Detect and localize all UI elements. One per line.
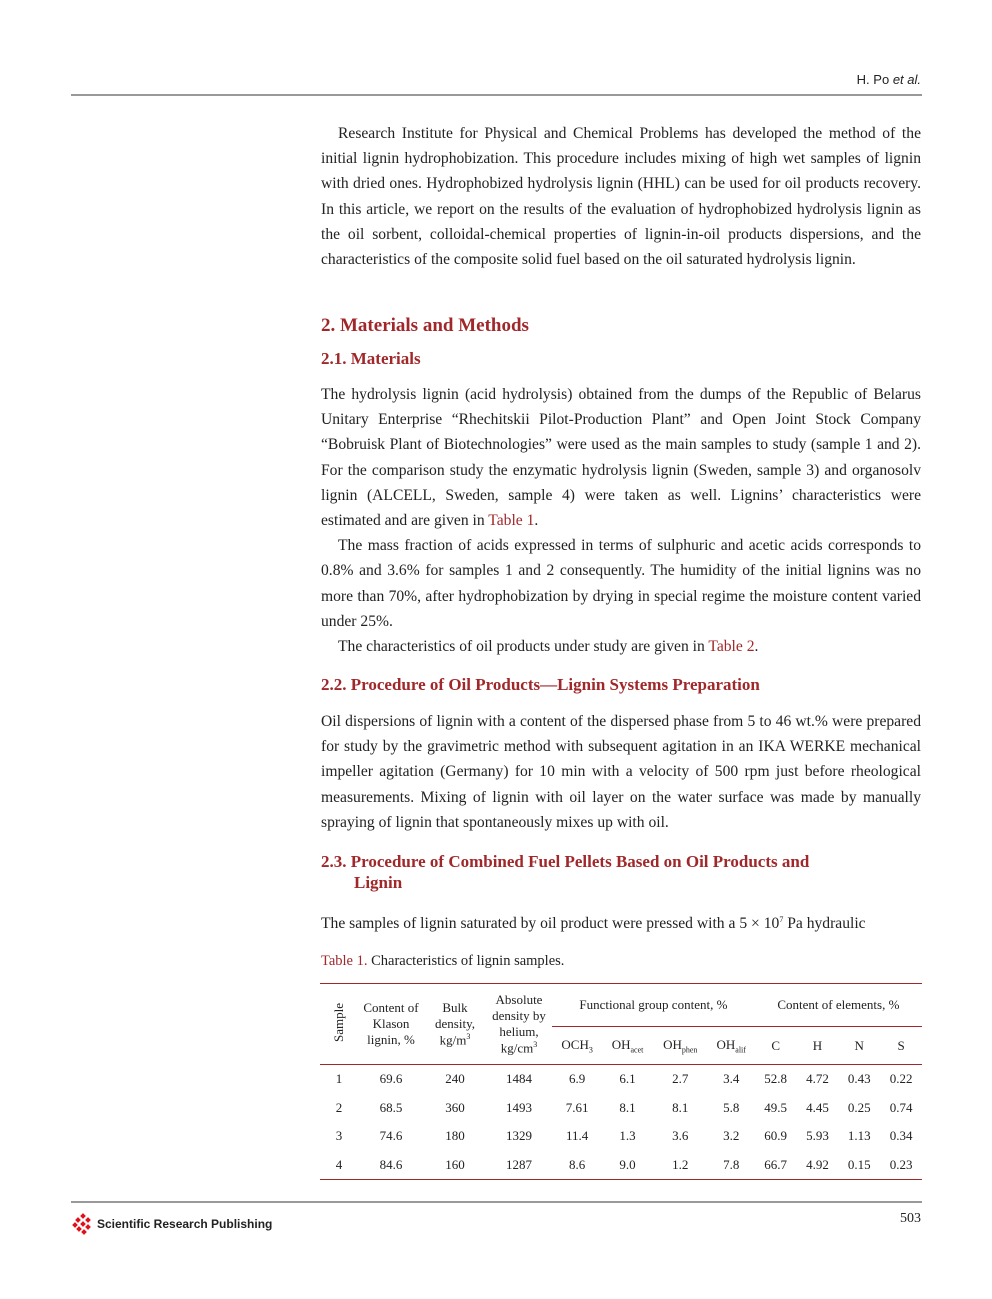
- table-cell: 0.43: [847, 1071, 871, 1087]
- materials-text: The hydrolysis lignin (acid hydrolysis) obtained from the dumps of the Republic of Belarus Unitary Enterprise “Rhechitskii Pilot-Production Plant” and Open Joint Stock Company “Bobruisk Plant of Biotechnologies” were used as the main samples to study (sample 1 and 2). For the comparison study the enzymatic hydrolysis lignin (Sweden, sample 3) and organosolv lignin (ALCELL, Sweden, sample 4) were taken as well. Lignins’ characteristics were estimated and are given in Table 1. The mass fraction of acids expressed in terms of sulphuric and acetic acids corresponds to 0.8% and 3.6% for samples 1 and 2 consequently. The humidity of the initial lignins was no more than 70%, after hydrophobization by drying in special regime the moisture content varied under 25%. The characteristics of oil products under study are given in Table 2.: [321, 386, 921, 656]
- table-cell: 66.7: [764, 1156, 788, 1172]
- subsection-heading: 2.1. Materials: [321, 349, 421, 368]
- col-bulk: Bulk density, $kg/m^3$: [424, 984, 486, 1065]
- table-cell: 5.8: [723, 1099, 740, 1115]
- table-cell: 2.7: [672, 1071, 689, 1087]
- footer-rule: [71, 1201, 922, 1203]
- pellets-paragraph: The samples of lignin saturated by oil product were pressed with a $5 \times 10^7$ Pa hydraulic: [321, 915, 866, 933]
- table-cell: 180: [445, 1128, 465, 1144]
- table-cell: 3.4: [723, 1071, 740, 1087]
- intro-paragraph: Research Institute for Physical and Chemical Problems has developed the method of the initial lignin hydrophobization. This procedure includes mixing of high wet samples of lignin with dried ones. Hydrophobized hydrolysis lignin (HHL) can be used for oil products recovery. In this article, we report on the results of the evaluation of hydrophobized hydrolysis lignin as the oil sorbent, colloidal-chemical properties of lignin-in-oil products dispersions, and the characteristics of the composite solid fuel based on the oil saturated hydrolysis lignin.: [321, 125, 921, 269]
- col-elements: Content of elements, %: [755, 984, 922, 1027]
- table-cell: 3: [335, 1128, 343, 1144]
- table-cell: 4.72: [806, 1071, 829, 1087]
- publisher-logo-icon: [72, 1213, 94, 1235]
- col-abs: Absolute density by helium, $kg/cm^3$: [486, 984, 552, 1065]
- publisher-name: Scientific Research Publishing: [97, 1217, 273, 1231]
- table-cell: 4.45: [806, 1099, 829, 1115]
- table-cell: 5.93: [806, 1128, 829, 1144]
- table-cell: 9.0: [619, 1156, 636, 1172]
- subcol-header: $OH_{alif}$: [708, 1027, 755, 1065]
- table-cell: 3.6: [672, 1128, 689, 1144]
- table-cell: 52.8: [764, 1071, 788, 1087]
- table-cell: 74.6: [379, 1128, 403, 1144]
- lignin-table: [320, 983, 922, 1180]
- subsection-heading-cont: Lignin: [354, 873, 403, 892]
- table-cell: 160: [445, 1156, 465, 1172]
- table-cell: 6.9: [569, 1071, 586, 1087]
- table-cell: 0.23: [889, 1156, 913, 1172]
- procedure-paragraph: Oil dispersions of lignin with a content of the dispersed phase from 5 to 46 wt.% were prepared for study by the gravimetric method with subsequent agitation in an IKA WERKE mechanical impeller agitation (Germany) for 10 min with a velocity of 500 rpm just before rheological measurements. Mixing of lignin with oil layer on the water surface was made by manually spraying of lignin that spontaneously mixes up with oil.: [321, 713, 921, 831]
- table-label[interactable]: Table 1.: [321, 953, 368, 969]
- table-cell: 0.74: [889, 1099, 913, 1115]
- subcol-header: H: [797, 1027, 839, 1065]
- table1-link[interactable]: Table 1: [488, 512, 535, 530]
- table-caption: Table 1. Characteristics of lignin samples.: [321, 953, 565, 969]
- table-cell: 0.15: [847, 1156, 871, 1172]
- table-row: [320, 1065, 922, 1094]
- table-cell: 2: [335, 1099, 343, 1115]
- table-cell: 0.25: [847, 1099, 871, 1115]
- table-cell: 360: [445, 1099, 465, 1115]
- page-number: 503: [900, 1211, 921, 1226]
- table-cell: 84.6: [379, 1156, 403, 1172]
- table-cell: 6.1: [619, 1071, 636, 1087]
- table-cell: 240: [445, 1071, 465, 1087]
- table-cell: 8.6: [569, 1156, 586, 1172]
- col-functional: Functional group content, %: [552, 984, 755, 1027]
- table-cell: 69.6: [379, 1071, 403, 1087]
- subcol-header: $OH_{acet}$: [602, 1027, 653, 1065]
- table-row: [320, 1122, 922, 1151]
- subsection-heading: 2.2. Procedure of Oil Products—Lignin Systems Preparation: [321, 675, 760, 694]
- table-cell: 11.4: [565, 1128, 589, 1144]
- subsection-heading: 2.3. Procedure of Combined Fuel Pellets Based on Oil Products and: [321, 852, 810, 871]
- subcol-header: $OH_{phen}$: [653, 1027, 708, 1065]
- table-row: [320, 1151, 922, 1180]
- table-cell: 4.92: [806, 1156, 829, 1172]
- col-klason: Content of Klason lignin, %: [358, 984, 424, 1065]
- table-cell: 60.9: [764, 1128, 788, 1144]
- subcol-header: $OCH_3$: [552, 1027, 602, 1065]
- section-heading: 2. Materials and Methods: [321, 315, 529, 336]
- table-cell: 7.8: [723, 1156, 740, 1172]
- table-cell: 8.1: [672, 1099, 689, 1115]
- table-cell: 1.3: [619, 1128, 636, 1144]
- table-cell: 4: [335, 1156, 343, 1172]
- subcol-header: C: [755, 1027, 797, 1065]
- running-header: H. Po et al.: [856, 72, 921, 87]
- table-row: [320, 1094, 922, 1123]
- table-cell: 68.5: [379, 1099, 403, 1115]
- header-rule: [71, 94, 922, 96]
- table-cell: 1.2: [672, 1156, 689, 1172]
- table-cell: 1287: [506, 1156, 532, 1172]
- table-cell: 1329: [506, 1128, 532, 1144]
- table-cell: 7.61: [565, 1099, 589, 1115]
- table-cell: 0.22: [889, 1071, 913, 1087]
- table-cell: 8.1: [619, 1099, 636, 1115]
- table-cell: 1484: [506, 1071, 532, 1087]
- table-cell: 0.34: [889, 1128, 913, 1144]
- table-cell: 1493: [506, 1099, 532, 1115]
- subcol-header: N: [838, 1027, 880, 1065]
- table-cell: 1: [335, 1071, 343, 1087]
- table-cell: 3.2: [723, 1128, 740, 1144]
- table2-link[interactable]: Table 2: [708, 638, 755, 656]
- table-cell: 49.5: [764, 1099, 788, 1115]
- subcol-header: S: [880, 1027, 922, 1065]
- table-cell: 1.13: [847, 1128, 871, 1144]
- col-sample: Sample: [320, 984, 358, 1065]
